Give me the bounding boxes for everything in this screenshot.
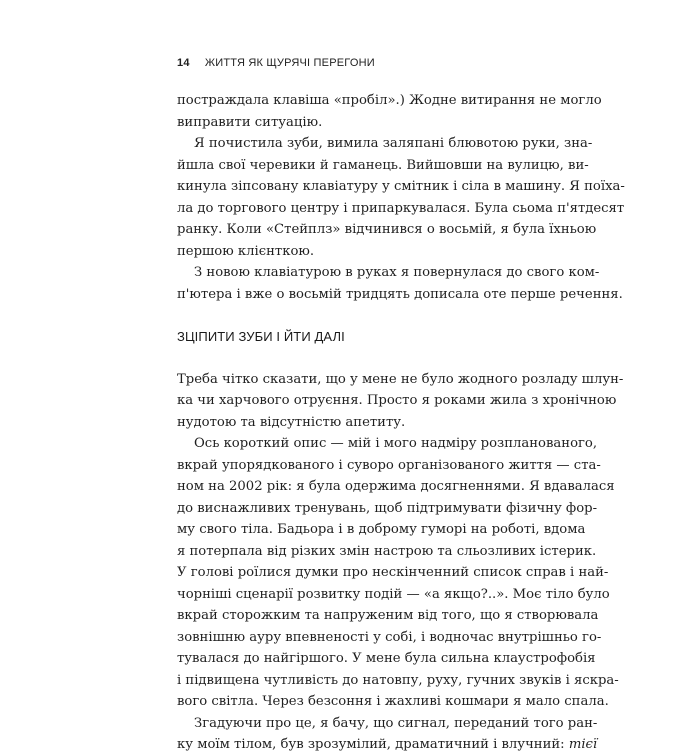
text-line: виправити ситуацію.	[177, 114, 323, 130]
text-line: чорніші сценарії розвитку подій — «а якщо?..». Моє тіло було	[177, 586, 610, 602]
text-line: Треба чітко сказати, що у мене не було жодного розладу шлун-	[177, 371, 624, 387]
text-line: вкрай сторожким та напруженим від того, що я створювала	[177, 608, 599, 623]
text-line: Згадуючи про це, я бачу, що сигнал, переданий того ран-	[194, 715, 598, 731]
text-line: йшла свої черевики й гаманець. Вийшовши на вулицю, ви-	[177, 157, 589, 173]
text-line: вого світла. Через безсоння і жахливі кошмари я мало спала.	[177, 694, 609, 709]
text-line: до виснажливих тренувань, щоб підтримувати фізичну фор-	[177, 500, 598, 516]
page-number: 14	[177, 57, 190, 69]
text-line: я потерпала від різких змін настрою та сльозливих істерик.	[177, 543, 597, 559]
text-line: постраждала клавіша «пробіл».) Жодне витирання не могло	[177, 93, 602, 108]
text-line: Ось короткий опис — мій і мого надміру розпланованого,	[194, 436, 598, 451]
text-line: першою клієнткою.	[177, 243, 315, 259]
text-line: З новою клавіатурою в руках я повернулася до свого ком-	[194, 265, 600, 280]
italic-word: тієї	[568, 737, 598, 752]
text-line: му свого тіла. Бадьора і в доброму гуморі на роботі, вдома	[177, 522, 586, 537]
body-text	[177, 90, 625, 756]
text-line: ранку. Коли «Стейплз» відчинився о восьмій, я була їхньою	[177, 222, 597, 237]
text-line: і підвищена чутливість до натовпу, руху, гучних звуків і яскра-	[177, 672, 619, 688]
text-line: Я почистила зуби, вимила заляпані блювотою руки, зна-	[194, 136, 593, 151]
running-head	[177, 57, 375, 69]
text-line: кинула зіпсовану клавіатуру у смітник і сіла в машину. Я поїха-	[177, 179, 625, 194]
text-line-content: ку моїм тілом, був зрозумілий, драматичний і влучний:	[177, 737, 565, 752]
text-line: ка чи харчового отруєння. Просто я роками жила з хронічною	[177, 393, 617, 408]
text-line-final	[177, 734, 598, 756]
text-line: тувалася до найгіршого. У мене була сильна клаустрофобія	[177, 651, 596, 666]
section-heading: ЗЦІПИТИ ЗУБИ І ЙТИ ДАЛІ	[177, 329, 345, 344]
text-line: У голові роїлися думки про нескінченний список справ і най-	[177, 565, 609, 580]
text-line: ла до торгового центру і припаркувалася. Була сьома п'ятдесят	[177, 200, 625, 216]
text-line: ном на 2002 рік: я була одержима досягненнями. Я вдавалася	[177, 479, 615, 494]
text-line: п'ютера і вже о восьмій тридцять дописала оте перше речення.	[177, 286, 623, 302]
text-line: вкрай упорядкованого і суворо організованого життя — ста-	[177, 457, 601, 473]
text-line: зовнішню ауру впевненості у собі, і водночас внутрішньо го-	[177, 629, 602, 645]
running-title: ЖИТТЯ ЯК ЩУРЯЧІ ПЕРЕГОНИ	[204, 57, 375, 69]
text-line: нудотою та відсутністю апетиту.	[177, 414, 406, 430]
